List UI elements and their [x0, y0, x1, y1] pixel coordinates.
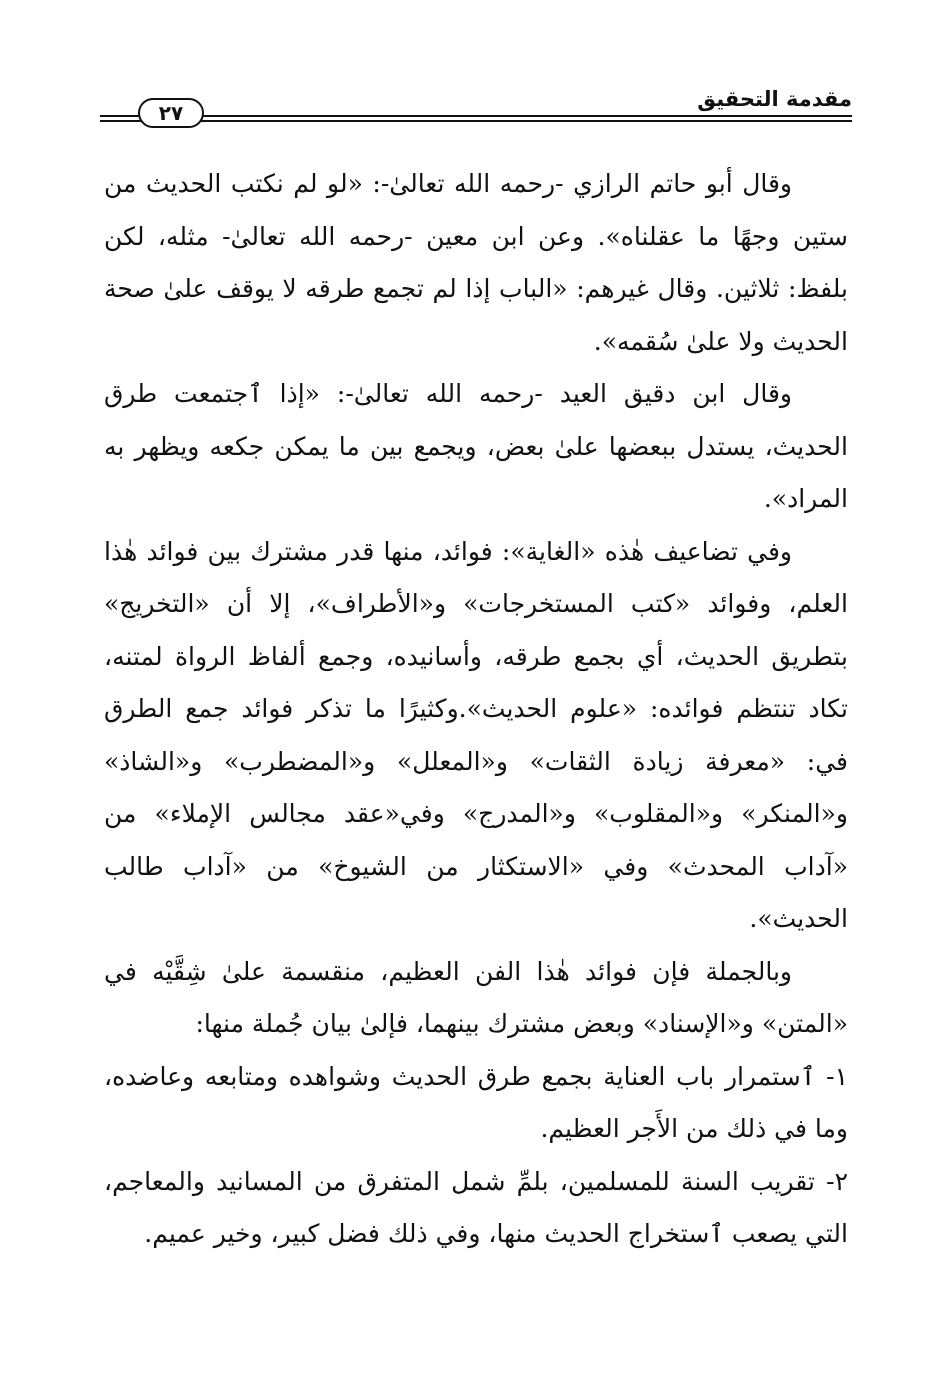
page-number: ٢٧: [158, 101, 184, 125]
header-rule-bottom: [100, 120, 852, 122]
paragraph-summary: وبالجملة فإن فوائد هٰذا الفن العظيم، منقسمة علىٰ شِقَّيْه في «المتن» و«الإسناد» وبعض مشترك بينهما، فإلىٰ بيان جُملة منها:: [104, 956, 848, 1038]
paragraph-abu-hatim-quote: وقال أبو حاتم الرازي -رحمه الله تعالىٰ-: «لو لم نكتب الحديث من ستين وجهًا ما عقلناه». وعن ابن معين -رحمه الله تعالىٰ- مثله، لكن بلفظ: ثلاثين. وقال غيرهم: «الباب إذا لم تجمع طرقه لا يوقف علىٰ صحة الحديث ولا علىٰ سُقمه».: [104, 169, 848, 356]
paragraph-ibn-daqiq-quote: وقال ابن دقيق العيد -رحمه الله تعالىٰ-: «إذا ٱجتمعت طرق الحديث، يستدل ببعضها علىٰ بعض، ويجمع بين ما يمكن جكعه ويظهر به المراد».: [104, 379, 848, 513]
list-item-2: ٢- تقريب السنة للمسلمين، بلمِّ شمل المتفرق من المسانيد والمعاجم، التي يصعب ٱستخراج الحديث منها، وفي ذلك فضل كبير، وخير عميم.: [104, 1166, 848, 1248]
body-text: [104, 158, 848, 1261]
page-number-frame: [138, 98, 204, 128]
paragraph-ghaya-benefits: وفي تضاعيف هٰذه «الغاية»: فوائد، منها قدر مشترك بين فوائد هٰذا العلم، وفوائد «كتب المستخرجات» و«الأطراف»، إلا أن «التخريج» بتطريق الحديث، أي بجمع طرقه، وأسانيده، وجمع ألفاظ الرواة لمتنه، تكاد تنتظم فوائده: «علوم الحديث».وكثيرًا ما تذكر فوائد جمع الطرق في: «معرفة زيادة الثقات» و«المعلل» و«المضطرب» و«الشاذ» و«المنكر» و«المقلوب» و«المدرج» وفي«عقد مجالس الإملاء» من «آداب المحدث» وفي «الاستكثار من الشيوخ» من «آداب طالب الحديث».: [104, 536, 848, 933]
running-title: مقدمة التحقيق: [697, 87, 852, 111]
header-rule-top: [100, 115, 852, 117]
list-item-1: ١- ٱستمرار باب العناية بجمع طرق الحديث وشواهده ومتابعه وعاضده، وما في ذلك من الأَجر العظيم.: [104, 1061, 848, 1143]
page-header: [100, 84, 852, 130]
